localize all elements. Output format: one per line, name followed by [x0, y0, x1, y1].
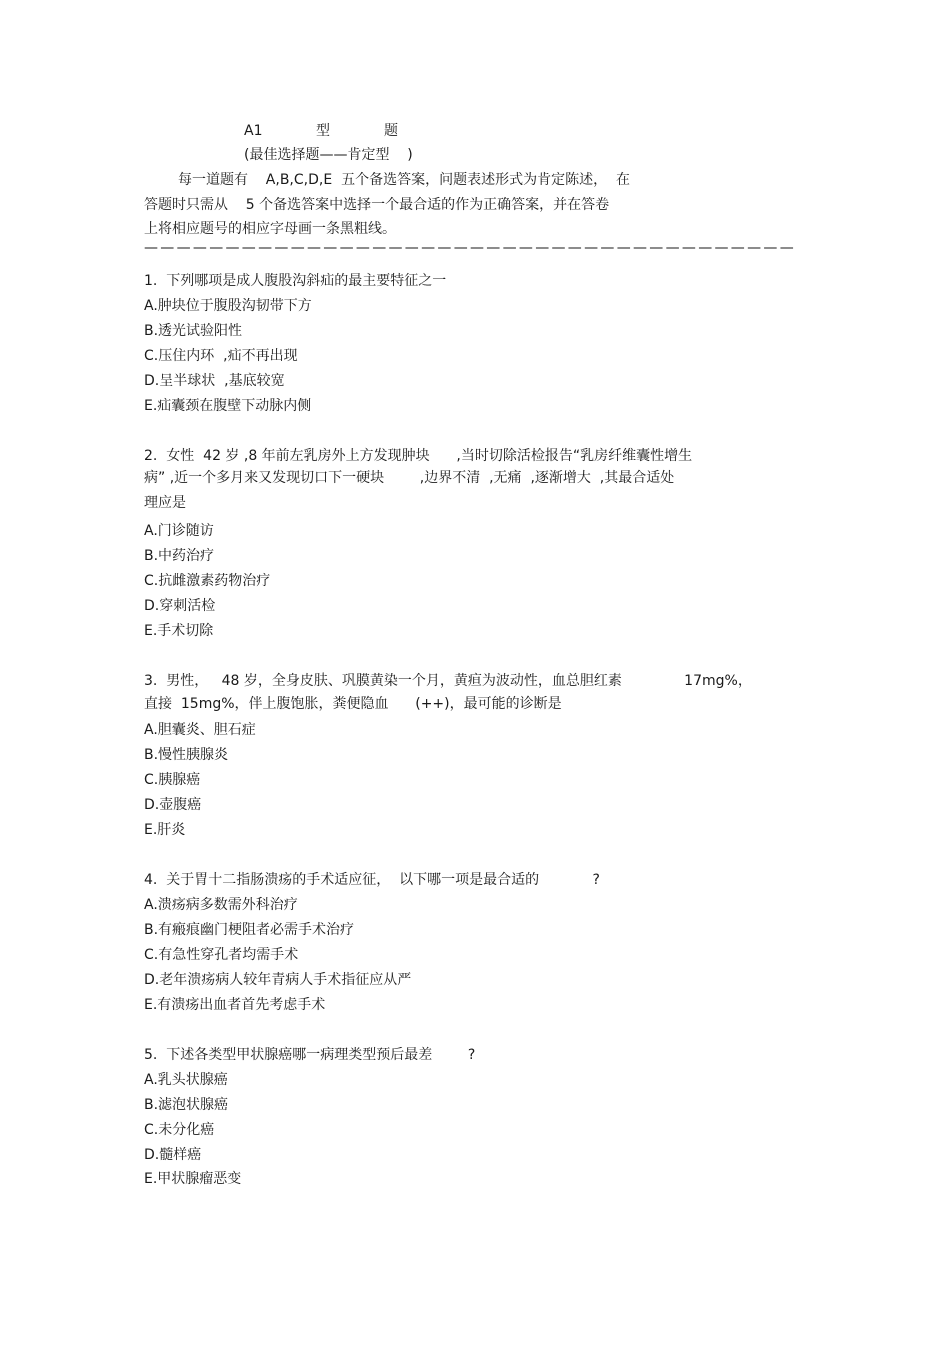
- answer-option: E.有溃疡出血者首先考虑手术: [144, 997, 326, 1013]
- question-stem-line: 直接 15mg%，伴上腹饱胀，粪便隐血 (++)，最可能的诊断是: [144, 696, 562, 712]
- question-stem-line: 1. 下列哪项是成人腹股沟斜疝的最主要特征之一: [144, 273, 447, 289]
- answer-option: A.肿块位于腹股沟韧带下方: [144, 298, 312, 314]
- question-stem-line: 5. 下述各类型甲状腺癌哪一病理类型预后最差 ?: [144, 1047, 476, 1063]
- answer-option: B.慢性胰腺炎: [144, 747, 229, 763]
- answer-option: E.疝囊颈在腹壁下动脉内侧: [144, 398, 312, 414]
- answer-option: C.未分化癌: [144, 1122, 215, 1138]
- section-title-xing: 型: [316, 123, 330, 139]
- answer-option: E.肝炎: [144, 822, 186, 838]
- answer-option: B.透光试验阳性: [144, 323, 243, 339]
- answer-option: A.乳头状腺癌: [144, 1072, 228, 1088]
- answer-option: C.压住内环 ,疝不再出现: [144, 348, 298, 364]
- answer-option: C.有急性穿孔者均需手术: [144, 947, 299, 963]
- question-stem-line: 4. 关于胃十二指肠溃疡的手术适应征， 以下哪一项是最合适的 ?: [144, 872, 600, 888]
- answer-option: A.胆囊炎、胆石症: [144, 722, 256, 738]
- section-divider: ————————————————————————————————————————: [144, 240, 796, 256]
- answer-option: E.甲状腺瘤恶变: [144, 1171, 242, 1187]
- answer-option: D.壶腹癌: [144, 797, 202, 813]
- answer-option: A.门诊随访: [144, 523, 214, 539]
- section-title-a1: A1: [244, 123, 263, 139]
- answer-option: D.髓样癌: [144, 1147, 202, 1163]
- answer-option: D.穿刺活检: [144, 598, 216, 614]
- intro-line-1: 每一道题有 A,B,C,D,E 五个备选答案，问题表述形式为肯定陈述， 在: [178, 172, 630, 188]
- answer-option: D.呈半球状 ,基底较宽: [144, 373, 285, 389]
- answer-option: E.手术切除: [144, 623, 214, 639]
- question-stem-line: 病” ,近一个多月来又发现切口下一硬块 ,边界不清 ,无痛 ,逐渐增大 ,其最合适处: [144, 470, 675, 486]
- answer-option: B.中药治疗: [144, 548, 215, 564]
- answer-option: C.抗雌激素药物治疗: [144, 573, 271, 589]
- answer-option: B.滤泡状腺癌: [144, 1097, 229, 1113]
- question-stem-line: 2. 女性 42 岁 ,8 年前左乳房外上方发现肿块 ,当时切除活检报告“乳房纤维囊性增生: [144, 448, 693, 464]
- intro-line-2: 答题时只需从 5 个备选答案中选择一个最合适的作为正确答案，并在答卷: [144, 197, 610, 213]
- section-title-ti: 题: [384, 123, 398, 139]
- question-stem-line: 3. 男性， 48 岁，全身皮肤、巩膜黄染一个月，黄疸为波动性，血总胆红素 17mg%，: [144, 673, 752, 689]
- answer-option: D.老年溃疡病人较年青病人手术指征应从严: [144, 972, 412, 988]
- intro-line-3: 上将相应题号的相应字母画一条黑粗线。: [144, 221, 396, 237]
- section-subtitle: (最佳选择题——肯定型 ): [244, 147, 413, 163]
- question-stem-line: 理应是: [144, 495, 186, 511]
- answer-option: A.溃疡病多数需外科治疗: [144, 897, 298, 913]
- answer-option: C.胰腺癌: [144, 772, 201, 788]
- answer-option: B.有瘢痕幽门梗阻者必需手术治疗: [144, 922, 355, 938]
